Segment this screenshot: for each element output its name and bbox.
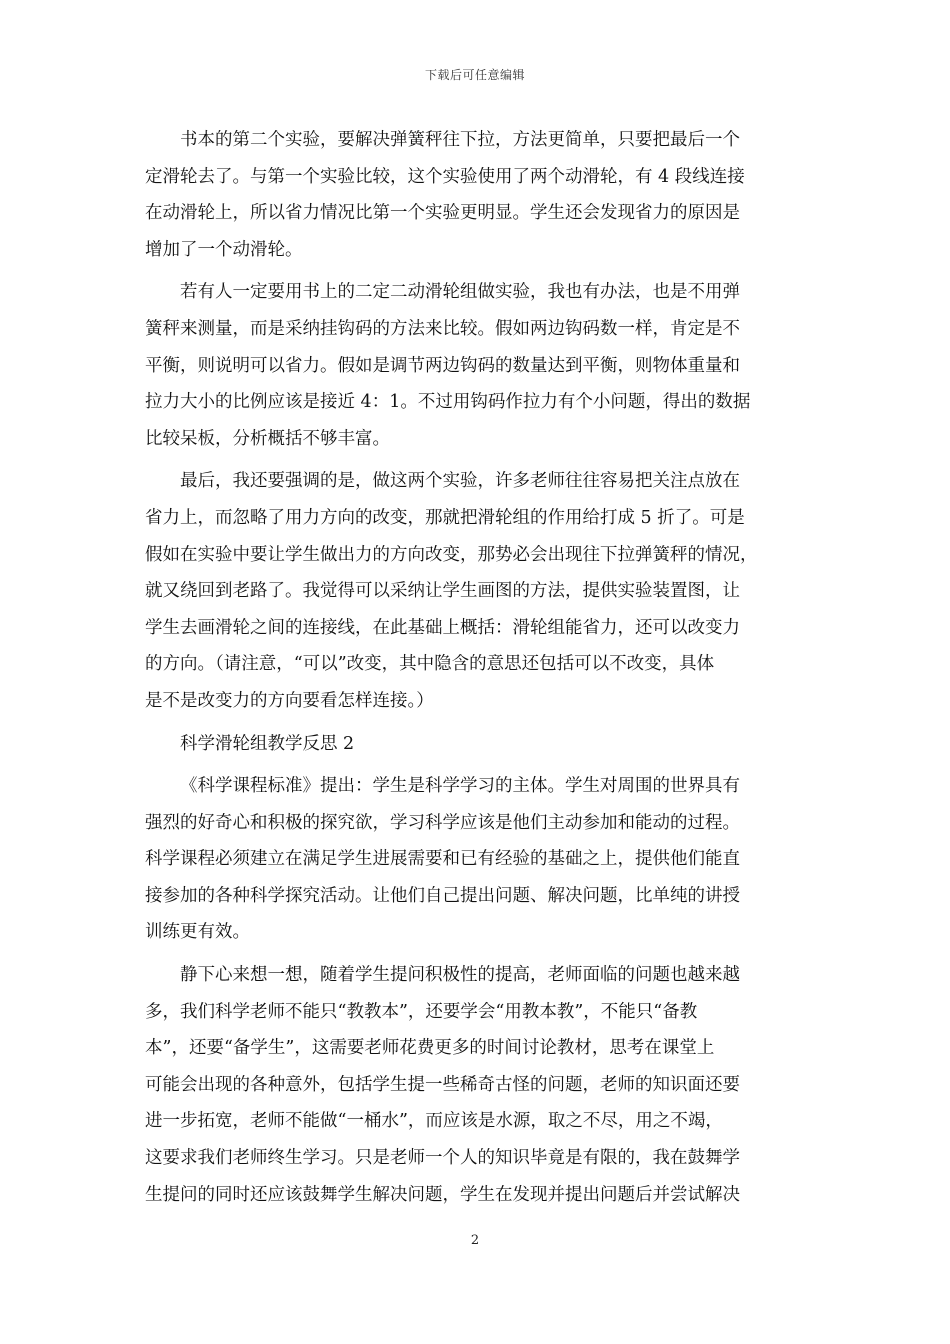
text-line: 是不是改变力的方向要看怎样连接。） (145, 690, 434, 711)
text-line: 假如在实验中要让学生做出力的方向改变，那势必会出现往下拉弹簧秤的情况， (145, 544, 758, 565)
text-line: 就又绕回到老路了。我觉得可以采纳让学生画图的方法，提供实验装置图，让 (145, 581, 740, 602)
text-line: 定滑轮去了。与第一个实验比较，这个实验使用了两个动滑轮，有 4 段线连接 (145, 166, 745, 187)
page-header: 下载后可任意编辑 (424, 68, 525, 82)
text-line: 训练更有效。 (145, 922, 250, 943)
document-body (145, 122, 807, 1219)
section-heading-text: 科学滑轮组教学反思 2 (180, 733, 355, 754)
text-line: 簧秤来测量，而是采纳挂钩码的方法来比较。假如两边钩码数一样，肯定是不 (145, 318, 740, 339)
text-line: 生提问的同时还应该鼓舞学生解决问题，学生在发现并提出问题后并尝试解决 (145, 1184, 740, 1205)
text-line: 多，我们科学老师不能只“教教本”，还要学会“用教本教”，不能只“备教 (145, 1001, 698, 1022)
text-line: 可能会出现的各种意外，包括学生提一些稀奇古怪的问题，老师的知识面还要 (145, 1074, 740, 1095)
text-line: 静下心来想一想，随着学生提问积极性的提高，老师面临的问题也越来越 (180, 965, 740, 986)
paragraph (145, 463, 807, 719)
text-line: 强烈的好奇心和积极的探究欲，学习科学应该是他们主动参加和能动的过程。 (145, 812, 740, 833)
paragraph (145, 122, 807, 268)
paragraph (145, 957, 807, 1213)
text-line: 最后，我还要强调的是，做这两个实验，许多老师往往容易把关注点放在 (180, 471, 740, 492)
text-line: 科学课程必须建立在满足学生进展需要和已有经验的基础之上，提供他们能直 (145, 849, 740, 870)
section-heading (145, 726, 807, 763)
text-line: 接参加的各种科学探究活动。让他们自己提出问题、解决问题，比单纯的讲授 (145, 885, 740, 906)
text-line: 在动滑轮上，所以省力情况比第一个实验更明显。学生还会发现省力的原因是 (145, 203, 740, 224)
text-line: 《科学课程标准》提出：学生是科学学习的主体。学生对周围的世界具有 (180, 776, 740, 797)
paragraph (145, 768, 807, 951)
text-line: 学生去画滑轮之间的连接线，在此基础上概括：滑轮组能省力，还可以改变力 (145, 617, 740, 638)
text-line: 若有人一定要用书上的二定二动滑轮组做实验，我也有办法，也是不用弹 (180, 282, 740, 303)
text-line: 这要求我们老师终生学习。只是老师一个人的知识毕竟是有限的，我在鼓舞学 (145, 1148, 740, 1169)
text-line: 本”，还要“备学生”，这需要老师花费更多的时间讨论教材，思考在课堂上 (145, 1038, 715, 1059)
text-line: 比较呆板，分析概括不够丰富。 (145, 428, 390, 449)
page-number: 2 (470, 1233, 480, 1248)
text-line: 平衡，则说明可以省力。假如是调节两边钩码的数量达到平衡，则物体重量和 (145, 355, 740, 376)
text-line: 进一步拓宽，老师不能做“一桶水”，而应该是水源，取之不尽，用之不竭， (145, 1111, 723, 1132)
text-line: 书本的第二个实验，要解决弹簧秤往下拉，方法更简单，只要把最后一个 (180, 130, 740, 150)
text-line: 的方向。（请注意，“可以”改变，其中隐含的意思还包括可以不改变，具体 (145, 654, 715, 675)
text-line: 增加了一个动滑轮。 (145, 239, 303, 260)
paragraph (145, 274, 807, 457)
text-line: 省力上，而忽略了用力方向的改变，那就把滑轮组的作用给打成 5 折了。可是 (145, 507, 745, 528)
text-line: 拉力大小的比例应该是接近 4：1。不过用钩码作拉力有个小问题，得出的数据 (145, 392, 751, 413)
